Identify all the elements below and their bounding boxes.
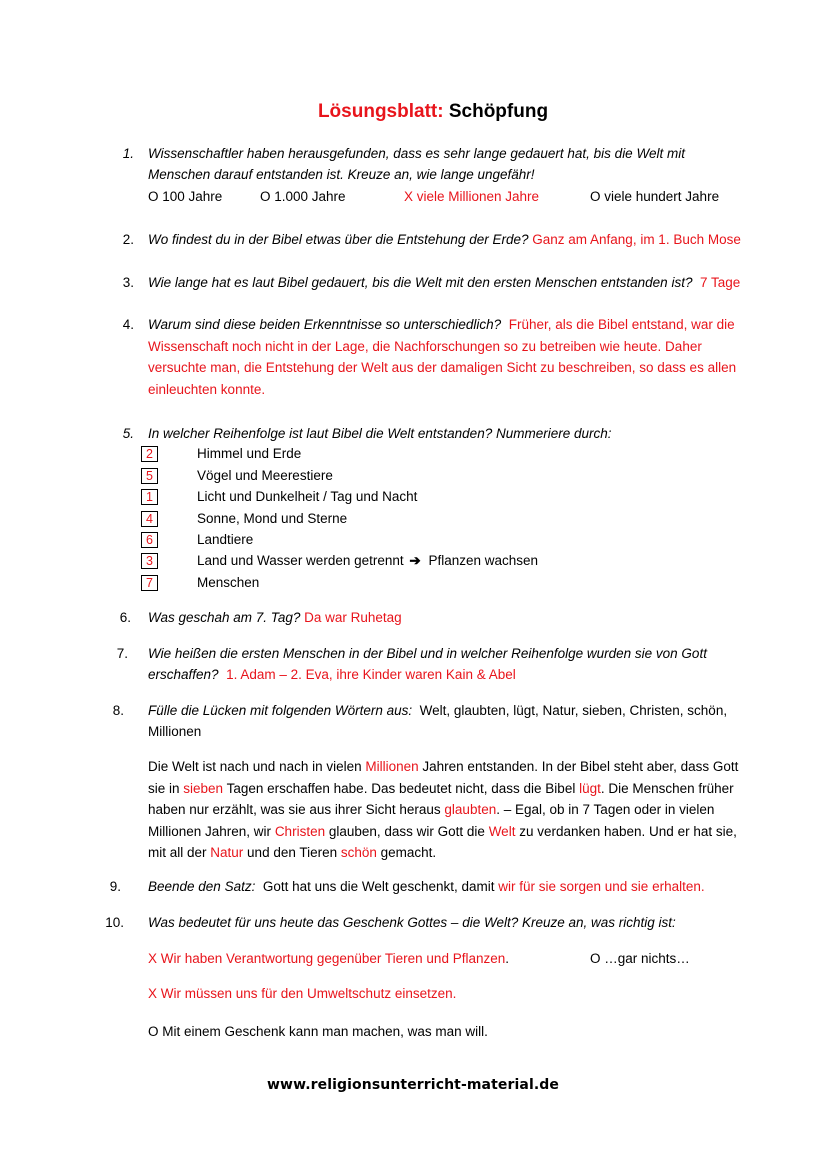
question-line <box>148 879 705 894</box>
question-text: Wie heißen die ersten Menschen in der Bibel und in welcher Reihenfolge wurden sie von Gott <box>148 646 707 661</box>
answer-text: 7 Tage <box>699 275 741 290</box>
order-item-label: Sonne, Mond und Sterne <box>197 511 348 526</box>
answer-text: wir für sie sorgen und sie erhalten. <box>498 879 705 894</box>
question-number: 7. <box>116 646 128 661</box>
question-line <box>148 275 740 290</box>
question-text: Menschen darauf entstanden ist. Kreuze an, wie lange ungefähr! <box>148 167 535 182</box>
option-geschenk: O Mit einem Geschenk kann man machen, was man will. <box>148 1024 488 1039</box>
order-box: 5 <box>141 468 158 484</box>
cloze-answer: glaubten <box>444 802 497 817</box>
order-item-label: Licht und Dunkelheit / Tag und Nacht <box>197 489 418 504</box>
question-text: erschaffen? <box>148 667 219 682</box>
option-millionen-jahre: X viele Millionen Jahre <box>404 189 540 204</box>
answer-text: einleuchten konnte. <box>148 382 266 397</box>
title-label: Lösungsblatt: <box>317 101 444 122</box>
option-gar-nichts: O …gar nichts… <box>590 951 690 966</box>
question-text: Wo findest du in der Bibel etwas über die Entstehung der Erde? <box>148 232 529 247</box>
order-box: 1 <box>141 489 158 505</box>
cloze-line <box>148 759 738 774</box>
cloze-text: sie in <box>148 781 184 796</box>
footer-url: www.religionsunterricht-material.de <box>267 1077 559 1093</box>
answer-text: Wissenschaft noch nicht in der Lage, die Nachforschungen so zu betreiben wie heute. Daher <box>148 339 702 354</box>
cloze-line <box>148 802 714 817</box>
cloze-text: Jahren entstanden. In der Bibel steht aber, dass Gott <box>418 759 739 774</box>
question-text: In welcher Reihenfolge ist laut Bibel die Welt entstanden? Nummeriere durch: <box>148 426 612 441</box>
cloze-text: und den Tieren <box>243 845 341 860</box>
question-text: Beende den Satz: <box>148 879 256 894</box>
question-text: Wissenschaftler haben herausgefunden, dass es sehr lange gedauert hat, bis die Welt mit <box>148 146 685 161</box>
cloze-line <box>148 845 436 860</box>
question-number: 1. <box>122 146 134 161</box>
question-text: Wie lange hat es laut Bibel gedauert, bis die Welt mit den ersten Menschen entstanden ist? <box>148 275 693 290</box>
cloze-text: . Die Menschen früher <box>600 781 734 796</box>
cloze-answer: Natur <box>210 845 244 860</box>
cloze-text: zu verdanken haben. Und er hat sie, <box>515 824 737 839</box>
cloze-text: Die Welt ist nach und nach in vielen <box>148 759 366 774</box>
question-number: 3. <box>122 275 134 290</box>
word-list: Millionen <box>148 724 202 739</box>
order-box: 7 <box>141 575 158 591</box>
option-100-jahre: O 100 Jahre <box>148 189 223 204</box>
option-umweltschutz: X Wir müssen uns für den Umweltschutz einsetzen. <box>148 986 457 1001</box>
order-box: 3 <box>141 553 158 569</box>
cloze-answer: lügt <box>579 781 601 796</box>
question-text: Was geschah am 7. Tag? <box>148 610 301 625</box>
arrow-right-icon: ➔ <box>409 553 421 568</box>
order-box: 4 <box>141 511 158 527</box>
cloze-line <box>148 781 734 796</box>
answer-text: Ganz am Anfang, im 1. Buch Mose <box>532 232 741 247</box>
cloze-text: mit all der <box>148 845 211 860</box>
question-text: Was bedeutet für uns heute das Geschenk Gottes – die Welt? Kreuze an, was richtig ist: <box>148 915 676 930</box>
order-item-label: Himmel und Erde <box>197 446 302 461</box>
option-hundert-jahre: O viele hundert Jahre <box>590 189 720 204</box>
question-text: Warum sind diese beiden Erkenntnisse so unterschiedlich? <box>148 317 502 332</box>
option-text: . <box>505 951 510 966</box>
question-number: 8. <box>112 703 124 718</box>
page-title <box>0 101 826 123</box>
cloze-text: haben nur erzählt, was sie aus ihrer Sicht heraus <box>148 802 445 817</box>
question-number: 2. <box>122 232 134 247</box>
cloze-text: glauben, dass wir Gott die <box>325 824 489 839</box>
question-number: 4. <box>122 317 134 332</box>
answer-text: versuchte man, die Entstehung der Welt aus der damaligen Sicht zu beschreiben, so dass es allen <box>148 360 737 375</box>
order-item-label: Landtiere <box>197 532 254 547</box>
question-line <box>148 703 727 718</box>
cloze-text: Tagen erschaffen habe. Das bedeutet nicht, dass die Bibel <box>223 781 580 796</box>
question-number: 5. <box>122 426 134 441</box>
cloze-answer: Welt <box>488 824 516 839</box>
option-verantwortung <box>148 951 509 966</box>
order-box: 2 <box>141 446 158 462</box>
cloze-line <box>148 824 737 839</box>
cloze-answer: sieben <box>183 781 224 796</box>
cloze-answer: schön <box>340 845 377 860</box>
question-number: 6. <box>119 610 131 625</box>
word-list: Welt, glaubten, lügt, Natur, sieben, Christen, schön, <box>419 703 728 718</box>
answer-text: Früher, als die Bibel entstand, war die <box>508 317 735 332</box>
order-item-label: Menschen <box>197 575 260 590</box>
answer-text: Da war Ruhetag <box>304 610 402 625</box>
question-line <box>148 317 735 332</box>
order-item-label: Land und Wasser werden getrennt <box>197 553 404 568</box>
answer-text: 1. Adam – 2. Eva, ihre Kinder waren Kain & Abel <box>226 667 516 682</box>
question-line <box>148 667 516 682</box>
title-topic: Schöpfung <box>448 101 549 122</box>
question-line <box>148 610 402 625</box>
question-number: 10. <box>105 915 124 930</box>
order-item-label: Vögel und Meerestiere <box>197 468 333 483</box>
order-box: 6 <box>141 532 158 548</box>
cloze-text: gemacht. <box>376 845 437 860</box>
question-line <box>148 232 741 247</box>
cloze-text: Millionen Jahren, wir <box>148 824 275 839</box>
question-number: 9. <box>109 879 121 894</box>
cloze-answer: Millionen <box>365 759 419 774</box>
order-item-suffix: Pflanzen wachsen <box>428 553 539 568</box>
cloze-answer: Christen <box>274 824 326 839</box>
option-text: X Wir haben Verantwortung gegenüber Tieren und Pflanzen <box>148 951 506 966</box>
cloze-text: . – Egal, ob in 7 Tagen oder in vielen <box>496 802 715 817</box>
order-item-line <box>197 553 538 569</box>
sentence-start: Gott hat uns die Welt geschenkt, damit <box>262 879 495 894</box>
option-1000-jahre: O 1.000 Jahre <box>260 189 346 204</box>
question-text: Fülle die Lücken mit folgenden Wörtern aus: <box>148 703 413 718</box>
